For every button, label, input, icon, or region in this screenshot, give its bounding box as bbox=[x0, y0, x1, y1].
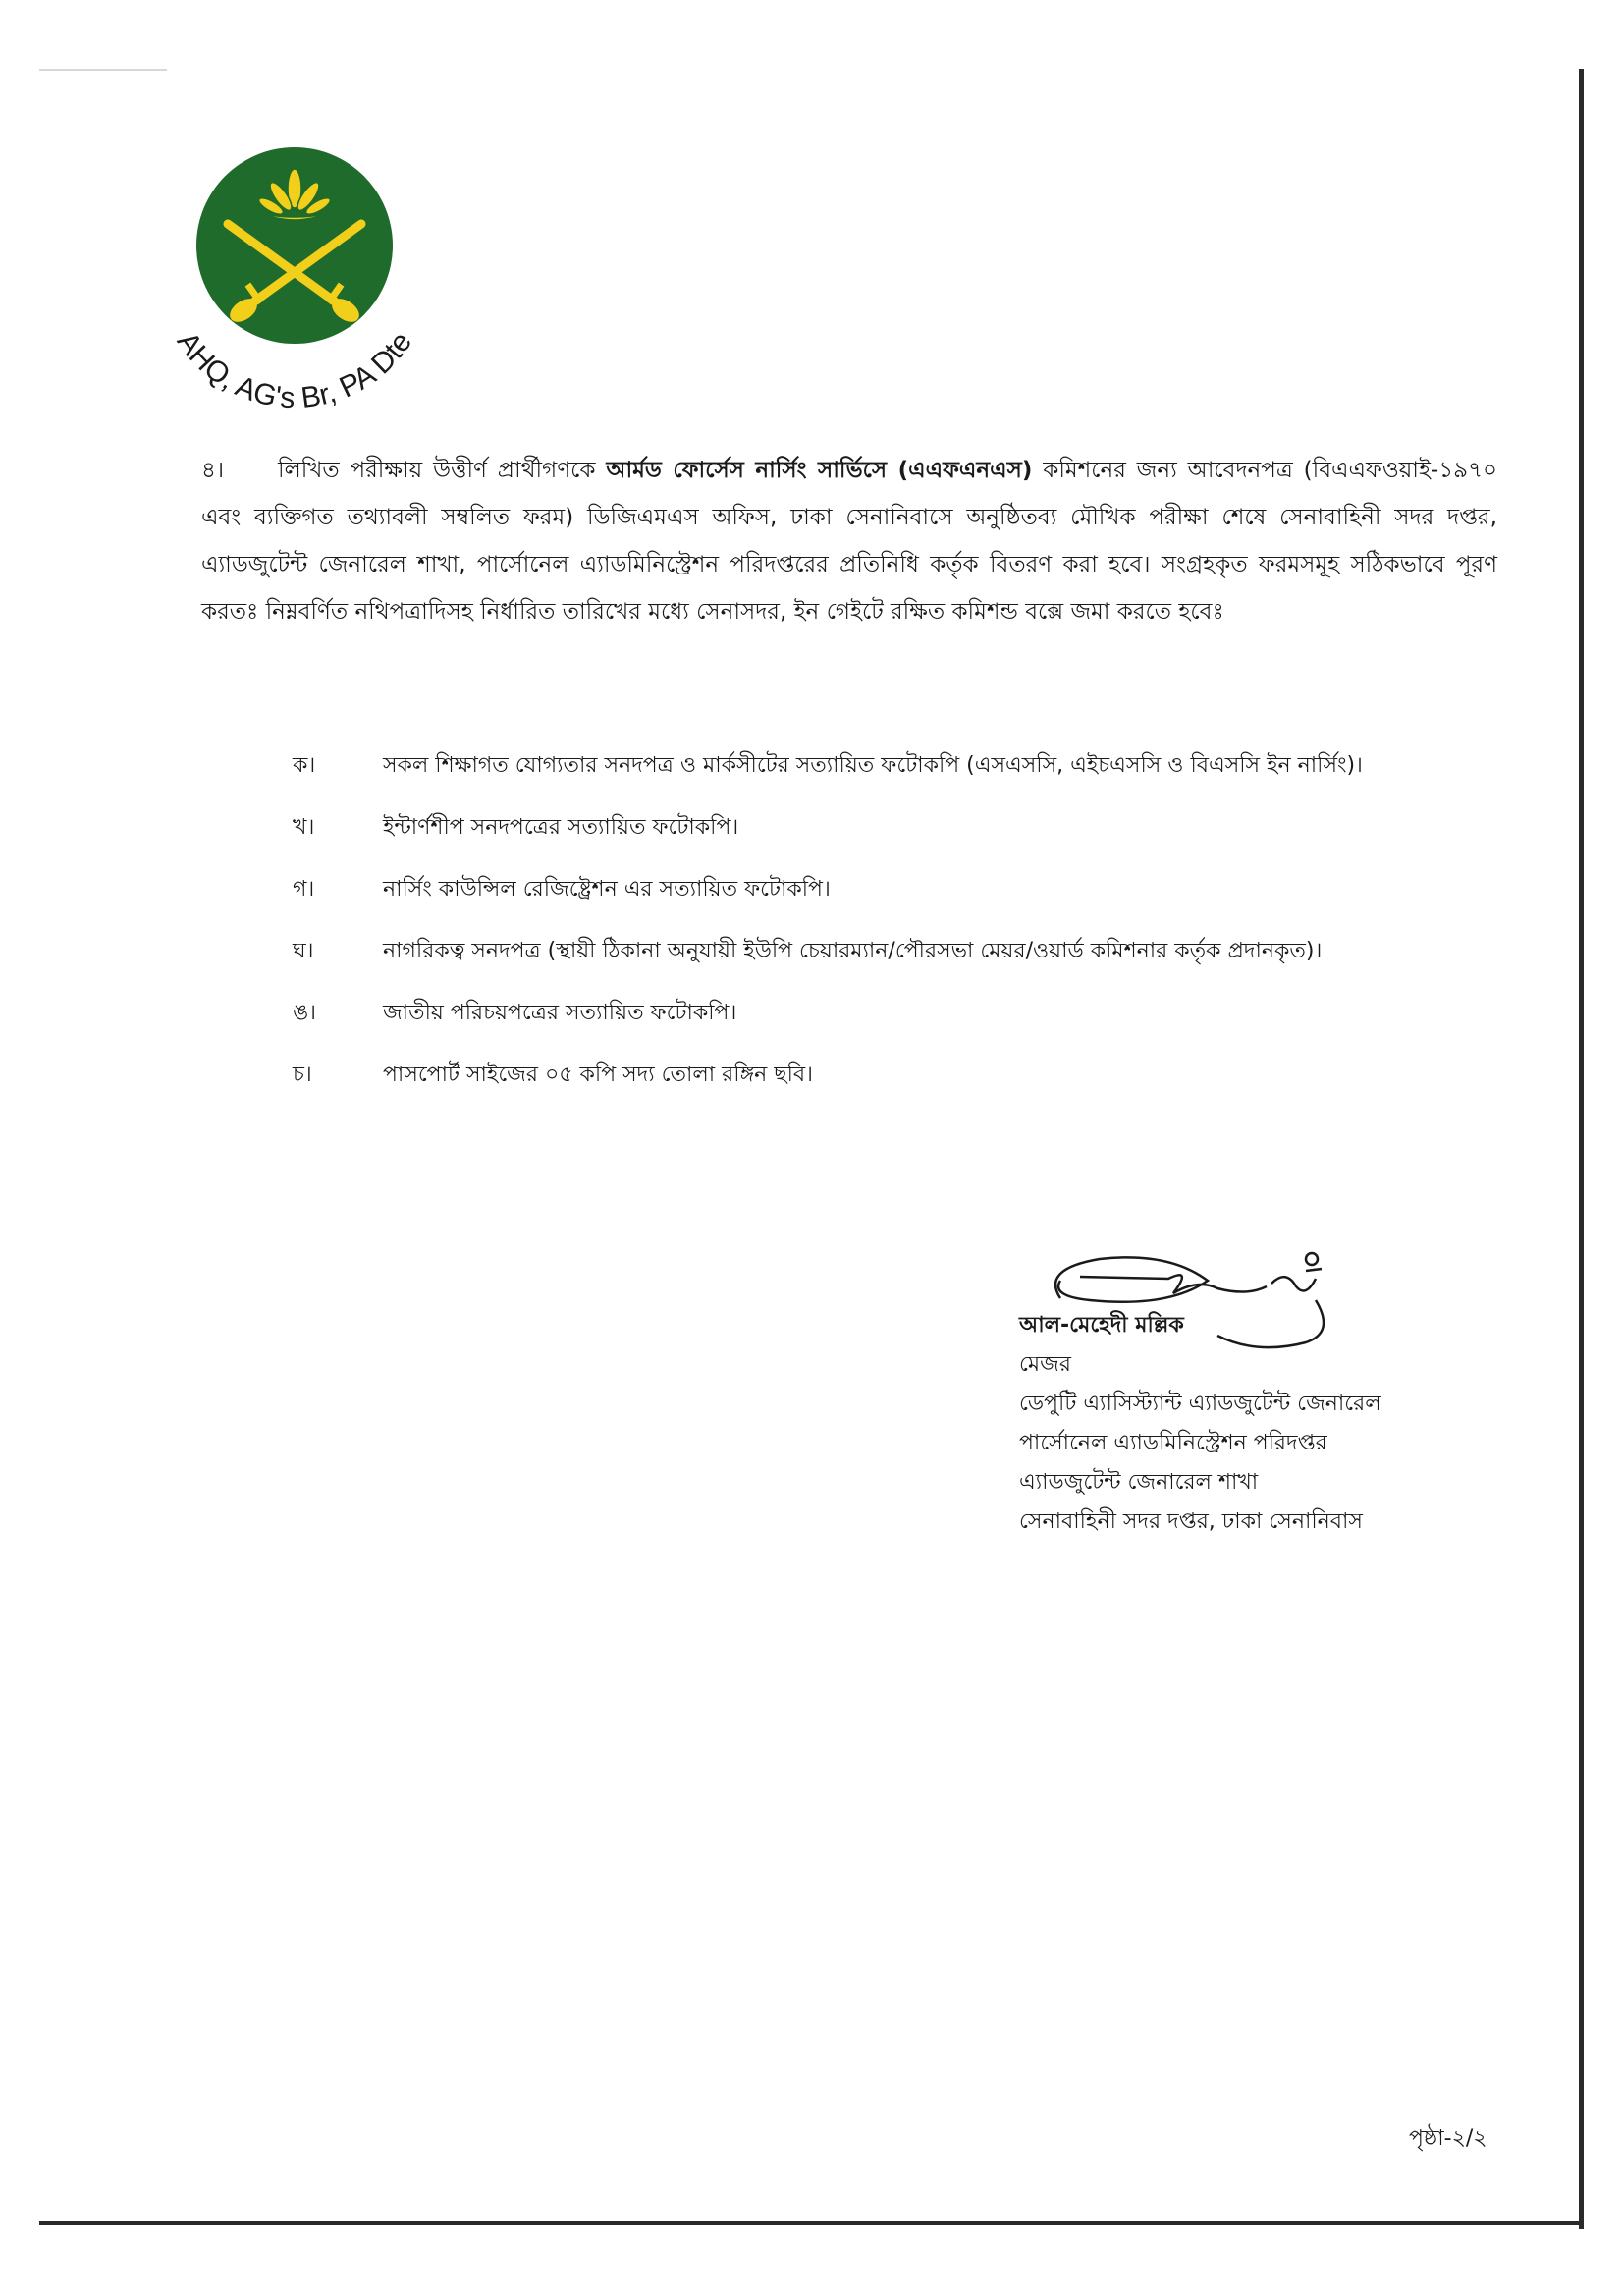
list-item-text: জাতীয় পরিচয়পত্রের সত্যায়িত ফটোকপি। bbox=[383, 1001, 737, 1025]
list-item-label: চ। bbox=[293, 1063, 312, 1087]
signatory-block bbox=[1019, 1306, 1381, 1542]
list-item-label: খ। bbox=[293, 815, 315, 840]
signatory-directorate: পার্সোনেল এ্যাডমিনিস্ট্রেশন পরিদপ্তর bbox=[1019, 1431, 1327, 1455]
paragraph-text-end: কমিশনের জন্য আবেদনপত্র (বিএএফওয়াই-১৯৭০ এবং ব্যক্তিগত তথ্যাবলী সম্বলিত ফরম) ডিজিএমএস অফিস, ঢাকা সেনানিবাসে অনুষ্ঠিতব্য মৌখিক পরীক্ষা শেষে সেনাবাহিনী সদর দপ্তর, এ্যাডজুটেন্ট জেনারেল শাখা, পার্সোনেল এ্যাডমিনিস্ট্রেশন পরিদপ্তরের প্রতিনিধি কর্তৃক বিতরণ করা হবে। সংগ্রহকৃত ফরমসমূহ সঠিকভাবে পূরণ করতঃ নিম্নবর্ণিত নথিপত্রাদিসহ নির্ধারিত তারিখের মধ্যে সেনাসদর, ইন গেইটে রক্ষিত কমিশন্ড বক্সে জমা করতে হবেঃ bbox=[201, 458, 1497, 625]
signatory-branch: এ্যাডজুটেন্ট জেনারেল শাখা bbox=[1019, 1470, 1259, 1495]
instruction-paragraph bbox=[201, 447, 1497, 635]
signatory-designation: ডেপুটি এ্যাসিস্ট্যান্ট এ্যাডজুটেন্ট জেনারেল bbox=[1019, 1392, 1381, 1416]
list-item-text: নাগরিকত্ব সনদপত্র (স্থায়ী ঠিকানা অনুযায়ী ইউপি চেয়ারম্যান/পৌরসভা মেয়র/ওয়ার্ড কমিশনার কর্তৃক প্রদানকৃত)। bbox=[383, 939, 1323, 963]
signatory-name: আল-মেহেদী মল্লিক bbox=[1019, 1313, 1184, 1338]
scan-edge-bottom bbox=[39, 2221, 1584, 2225]
paragraph-text-start: লিখিত পরীক্ষায় উত্তীর্ণ প্রার্থীগণকে bbox=[278, 458, 607, 483]
list-item bbox=[293, 808, 1520, 870]
signatory-hq: সেনাবাহিনী সদর দপ্তর, ঢাকা সেনানিবাস bbox=[1019, 1509, 1363, 1534]
list-item-label: ক। bbox=[293, 753, 316, 778]
required-documents-list bbox=[293, 746, 1520, 1118]
list-item bbox=[293, 994, 1520, 1056]
paragraph-number: ৪। bbox=[201, 458, 225, 483]
list-item-label: ঙ। bbox=[293, 1001, 317, 1025]
logo-caption: AHQ, AG's Br, PA Dte bbox=[170, 326, 419, 415]
list-item-text: নার্সিং কাউন্সিল রেজিষ্ট্রেশন এর সত্যায়িত ফটোকপি। bbox=[383, 877, 831, 902]
list-item-label: ঘ। bbox=[293, 939, 314, 963]
list-item-label: গ। bbox=[293, 877, 315, 902]
ahq-logo bbox=[137, 147, 452, 432]
list-item-text: পাসপোর্ট সাইজের ০৫ কপি সদ্য তোলা রঙ্গিন ছবি। bbox=[383, 1063, 814, 1087]
list-item-text: সকল শিক্ষাগত যোগ্যতার সনদপত্র ও মার্কসীটের সত্যায়িত ফটোকপি (এসএসসি, এইচএসসি ও বিএসসি ইন নার্সিং)। bbox=[383, 753, 1363, 778]
list-item bbox=[293, 870, 1520, 932]
signatory-rank: মেজর bbox=[1019, 1352, 1071, 1377]
list-item-text: ইন্টার্ণশীপ সনদপত্রের সত্যায়িত ফটোকপি। bbox=[383, 815, 739, 840]
list-item bbox=[293, 1056, 1520, 1118]
list-item bbox=[293, 746, 1520, 808]
page-number: পৃষ্ঠা-২/২ bbox=[1409, 2126, 1487, 2151]
paragraph-bold-text: আর্মড ফোর্সেস নার্সিং সার্ভিসে (এএফএনএস) bbox=[606, 458, 1033, 483]
scan-edge-right bbox=[1579, 69, 1584, 2229]
list-item bbox=[293, 932, 1520, 994]
scan-edge-top bbox=[39, 69, 167, 71]
